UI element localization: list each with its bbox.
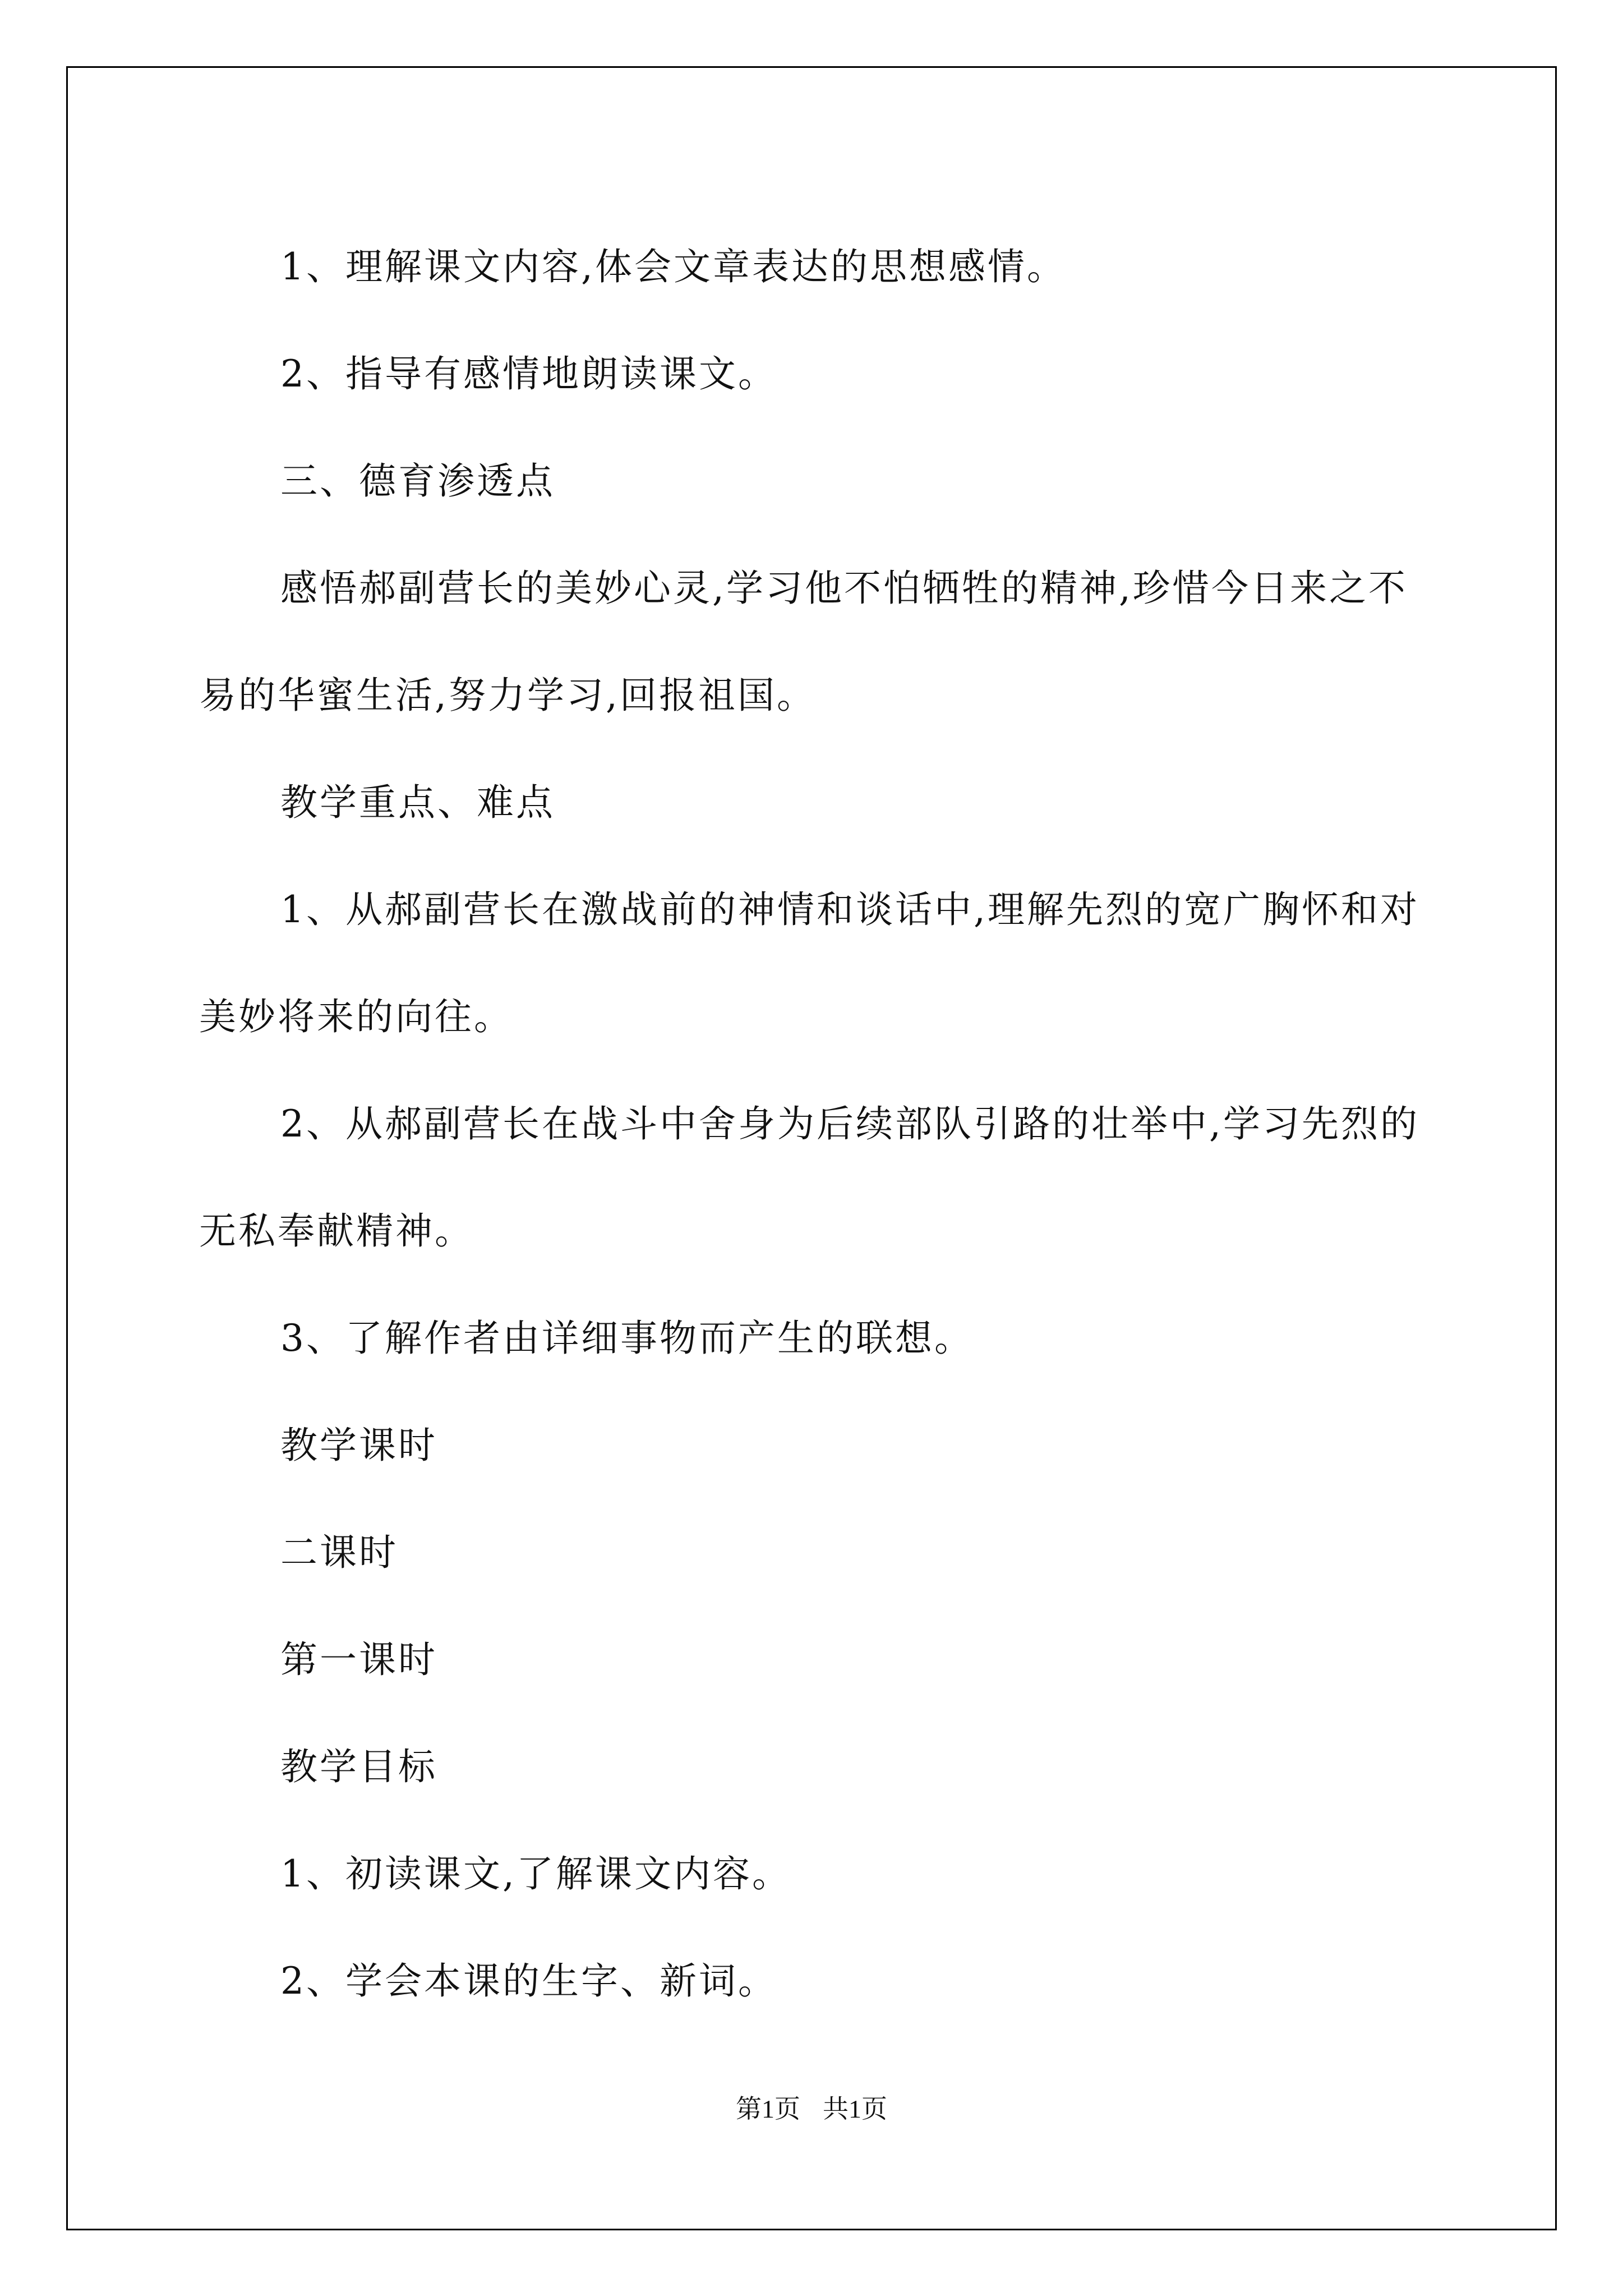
paragraph: 1、理解课文内容,体会文章表达的思想感情。 (280, 245, 1066, 288)
paragraph: 1、初读课文,了解课文内容。 (280, 1852, 791, 1895)
paragraph: 1、从郝副营长在激战前的神情和谈话中,理解先烈的宽广胸怀和对美妙将来的向往。 (199, 888, 1419, 1038)
paragraph: 感悟郝副营长的美妙心灵,学习他不怕牺牲的精神,珍惜今日来之不易的华蜜生活,努力学习,回报祖国。 (199, 567, 1408, 717)
page-footer (0, 2092, 1623, 2126)
paragraph: 3、了解作者由详细事物而产生的联想。 (280, 1317, 974, 1360)
section-heading: 教学重点、难点 (280, 781, 555, 824)
paragraph: 2、指导有感情地朗读课文。 (280, 352, 777, 395)
page-total: 共1页 (823, 2095, 887, 2123)
paragraph: 2、从郝副营长在战斗中舍身为后续部队引路的壮举中,学习先烈的无私奉献精神。 (199, 1102, 1419, 1253)
paragraph: 2、学会本课的生字、新词。 (280, 1959, 777, 2003)
paragraph: 二课时 (280, 1531, 398, 1574)
section-heading: 教学课时 (280, 1424, 437, 1467)
section-heading: 教学目标 (280, 1745, 437, 1788)
section-heading: 第一课时 (280, 1638, 437, 1681)
page-number: 第1页 (736, 2095, 800, 2123)
section-heading: 三、德育渗透点 (280, 459, 555, 503)
document-body (199, 213, 1433, 2035)
